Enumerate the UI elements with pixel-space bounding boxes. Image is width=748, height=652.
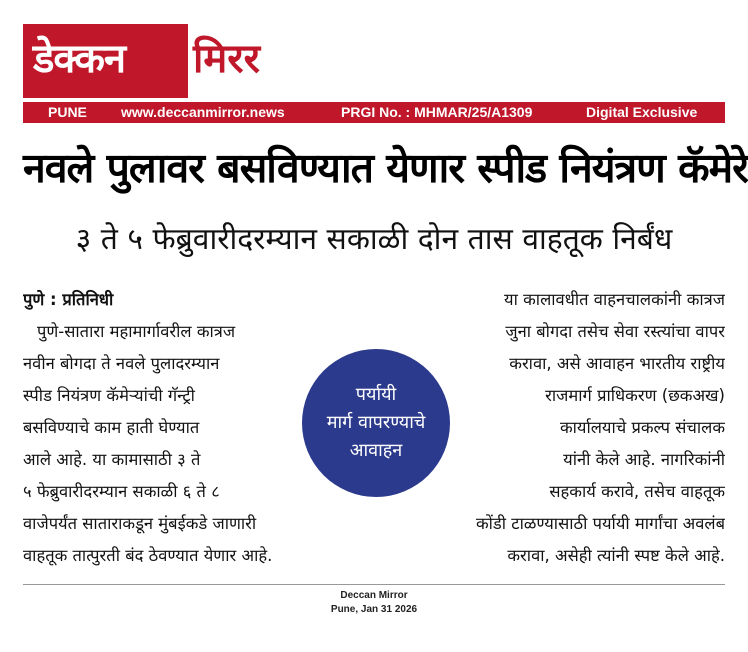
callout-circle xyxy=(302,349,450,497)
article-line: करावा, असेही त्यांनी स्पष्ट केले आहे. xyxy=(507,546,725,565)
strip-prgi: PRGI No. : MHMAR/25/A1309 xyxy=(341,104,533,120)
article-line: नवीन बोगदा ते नवले पुलादरम्यान xyxy=(23,354,220,373)
headline: नवले पुलावर बसविण्यात येणार स्पीड नियंत्रण कॅमेरे xyxy=(23,144,748,192)
article-line: कार्यालयाचे प्रकल्प संचालक xyxy=(559,418,725,437)
article-line: या कालावधीत वाहनचालकांनी कात्रज xyxy=(504,290,725,309)
strip-website: www.deccanmirror.news xyxy=(121,104,285,120)
article-line: राजमार्ग प्राधिकरण (छकअख) xyxy=(545,386,725,405)
article-line: स्पीड नियंत्रण कॅमेऱ्यांची गॅन्ट्री xyxy=(23,386,195,405)
logo-left-block xyxy=(23,24,188,98)
subheadline: ३ ते ५ फेब्रुवारीदरम्यान सकाळी दोन तास वाहतूक निर्बंध xyxy=(75,222,673,257)
footer-dateline: Pune, Jan 31 2026 xyxy=(330,604,418,615)
masthead-logo xyxy=(23,24,297,98)
strip-edition: Digital Exclusive xyxy=(586,104,698,120)
logo-left-text: डेक्कन xyxy=(33,36,126,82)
footer-source: Deccan Mirror xyxy=(340,590,408,601)
article-line: ५ फेब्रुवारीदरम्यान सकाळी ६ ते ८ xyxy=(23,482,220,501)
article-line: आले आहे. या कामासाठी ३ ते xyxy=(23,450,201,469)
article-line: वाजेपर्यंत साताराकडून मुंबईकडे जाणारी xyxy=(23,514,257,533)
byline: पुणे : प्रतिनिधी xyxy=(23,290,114,309)
article-line: बसविण्याचे काम हाती घेण्यात xyxy=(23,418,200,437)
callout-line: पर्यायी xyxy=(355,384,397,405)
article-line: पुणे-सातारा महामार्गावरील कात्रज xyxy=(37,322,236,341)
article-line: वाहतूक तात्पुरती बंद ठेवण्यात येणार आहे. xyxy=(23,546,273,565)
callout-line: आवाहन xyxy=(349,440,403,461)
article-line: जुना बोगदा तसेच सेवा रस्त्यांचा वापर xyxy=(505,322,725,341)
info-strip xyxy=(23,102,725,123)
article-line: करावा, असे आवाहन भारतीय राष्ट्रीय xyxy=(509,354,725,373)
strip-city: PUNE xyxy=(48,104,87,120)
article-line: यांनी केले आहे. नागरिकांनी xyxy=(563,450,725,469)
callout-line: मार्ग वापरण्याचे xyxy=(326,412,426,433)
logo-right-text: मिरर xyxy=(193,36,260,82)
footer-divider xyxy=(23,584,725,585)
article-line: सहकार्य करावे, तसेच वाहतूक xyxy=(549,482,725,501)
article-line: कोंडी टाळण्यासाठी पर्यायी मार्गांचा अवलंब xyxy=(475,514,725,533)
